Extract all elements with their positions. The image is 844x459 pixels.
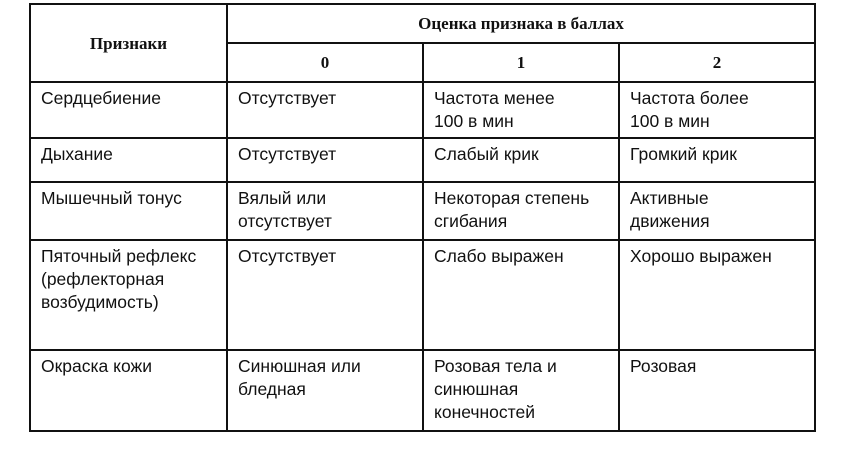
score-group-header: Оценка признака в баллах [227,4,815,43]
sign-cell: Сердцебиение [30,82,227,138]
table-row [30,82,815,138]
sign-cell: Окраска кожи [30,350,227,431]
score-0-cell: Вялый или отсутствует [227,182,423,240]
score-0-header: 0 [227,43,423,82]
score-0-cell: Синюшная или бледная [227,350,423,431]
score-0-cell: Отсутствует [227,138,423,182]
score-1-cell: Частота менее 100 в мин [423,82,619,138]
score-0-cell: Отсутствует [227,82,423,138]
score-1-cell: Розовая тела и синюшная конечностей [423,350,619,431]
score-2-cell: Активные движения [619,182,815,240]
table-row [30,350,815,431]
signs-column-header: Признаки [30,4,227,82]
sign-cell: Пяточный рефлекс (рефлекторная возбудимость) [30,240,227,350]
score-2-cell: Хорошо выражен [619,240,815,350]
sign-cell: Дыхание [30,138,227,182]
apgar-score-table [29,3,816,432]
score-2-cell: Частота более 100 в мин [619,82,815,138]
score-0-cell: Отсутствует [227,240,423,350]
score-2-header: 2 [619,43,815,82]
score-1-cell: Слабо выражен [423,240,619,350]
score-2-cell: Громкий крик [619,138,815,182]
sign-cell: Мышечный тонус [30,182,227,240]
table-row [30,240,815,350]
table-row [30,182,815,240]
score-2-cell: Розовая [619,350,815,431]
table-row [30,138,815,182]
score-1-cell: Слабый крик [423,138,619,182]
score-1-header: 1 [423,43,619,82]
score-1-cell: Некоторая степень сгибания [423,182,619,240]
